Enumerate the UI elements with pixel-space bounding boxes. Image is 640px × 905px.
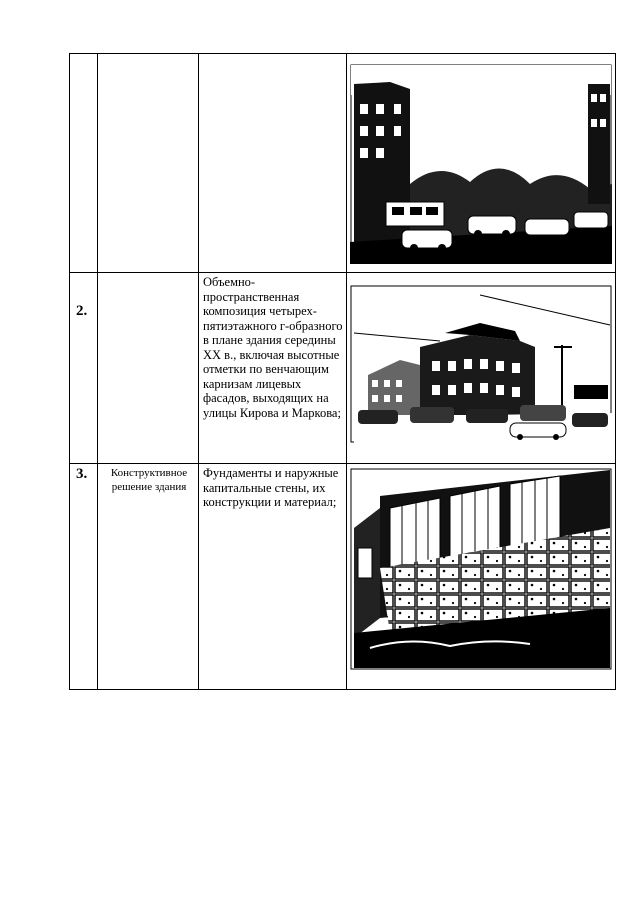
description-cell	[199, 54, 347, 273]
element-cell: Конструктивное решение здания	[98, 464, 199, 690]
photo-cell	[347, 273, 616, 464]
facade-wall-photo-icon	[350, 468, 612, 670]
row-number-cell	[70, 54, 98, 273]
table-row	[70, 54, 616, 273]
element-cell	[98, 273, 199, 464]
photo-cell	[347, 464, 616, 690]
document-table	[69, 53, 616, 690]
photo-cell	[347, 54, 616, 273]
table-row	[70, 273, 616, 464]
description-cell: Объемно-пространственная композиция четырех-пятиэтажного г-образного в плане здания середины XX в., включая высотные отметки по венчающим карнизам лицевых фасадов, выходящих на улицы Кирова и Маркова;	[199, 273, 347, 464]
row-number-cell: 3.	[70, 464, 98, 690]
table-row	[70, 464, 616, 690]
street-photo-icon	[350, 64, 612, 264]
description-cell: Фундаменты и наружные капитальные стены, их конструкции и материал;	[199, 464, 347, 690]
row-number-cell: 2.	[70, 273, 98, 464]
building-corner-photo-icon	[350, 285, 612, 443]
element-cell	[98, 54, 199, 273]
